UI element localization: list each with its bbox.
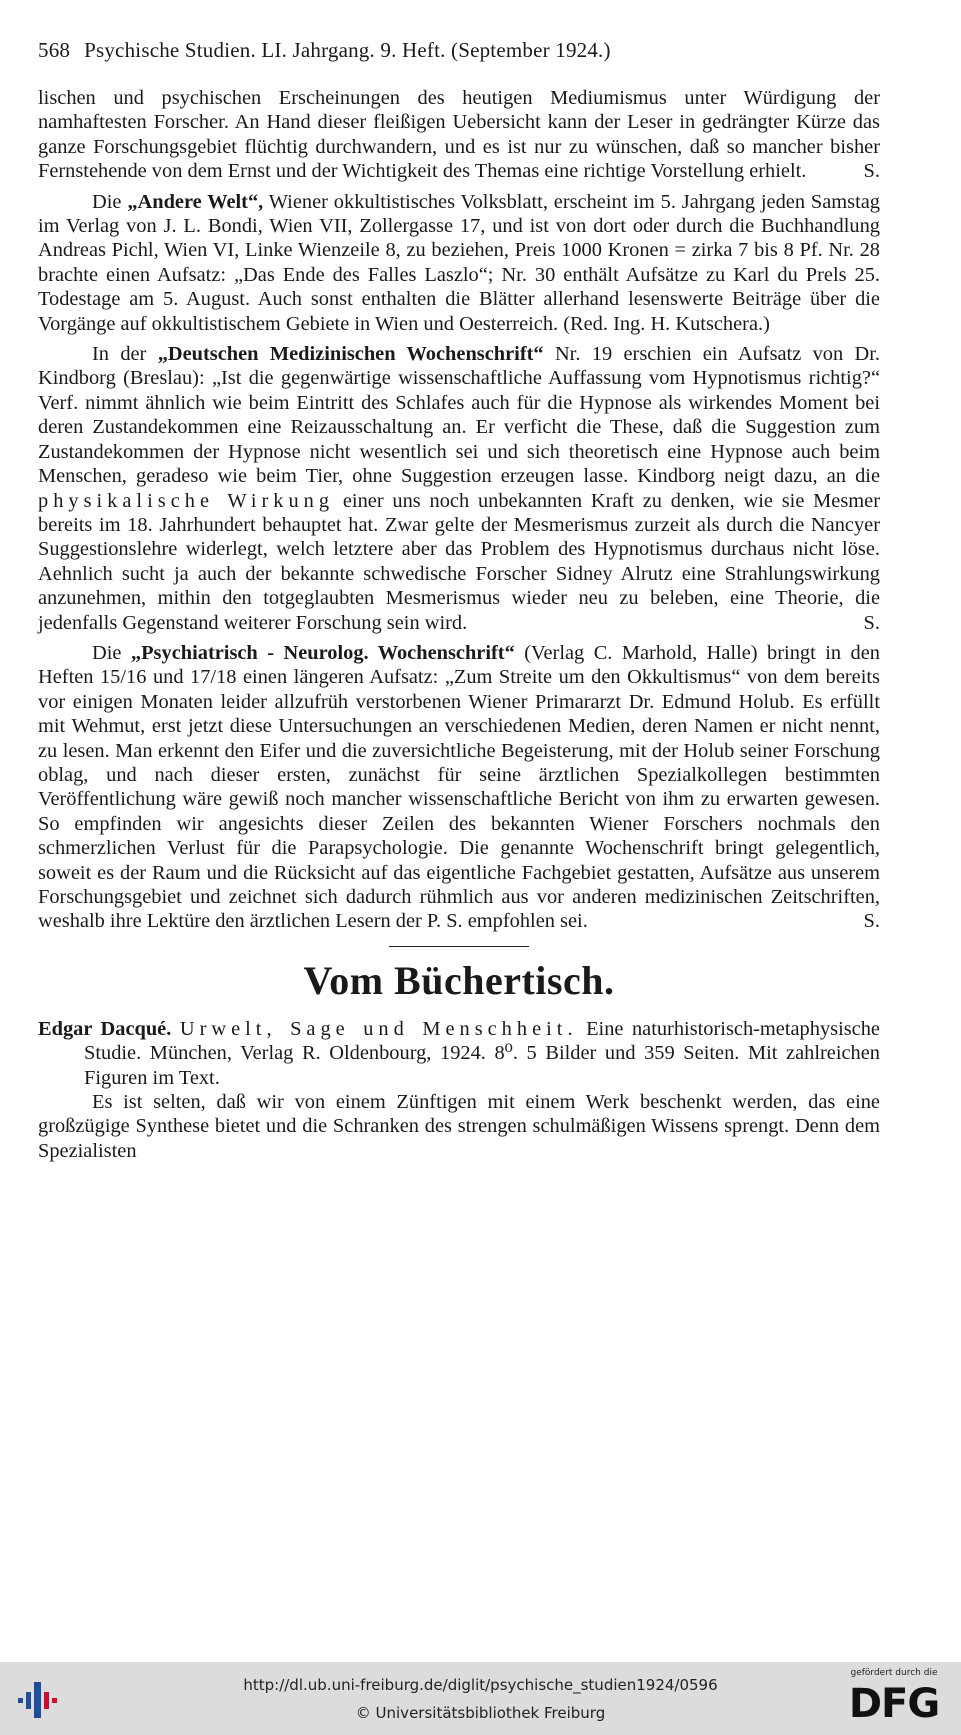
periodical-title: „Deutschen Medizinischen Wochenschrift“ [157,343,544,366]
periodical-title: „Andere Welt“, [127,190,264,213]
section-divider [389,946,529,947]
section-heading: Vom Büchertisch. [303,957,615,1003]
review-text: Es ist selten, daß wir von einem Zünftigen mit einem Werk beschenkt werden, das eine großzügige Synthese bietet und die Schranken des strengen schulmäßigen Wissens sprengt. Denn dem Spezialisten [38,1091,880,1162]
page-number: 568 [38,38,71,62]
paragraph-lead: In der [92,343,158,366]
book-author: Edgar Dacqué. [38,1017,172,1040]
paragraph-continuation [38,86,880,184]
paragraph-text: Wiener okkultistisches Volksblatt, erscheint im 5. Jahrgang jeden Samstag im Verlag von J. L. Bondi, Wien VII, Zollergasse 17, und ist von dort oder durch die Buchhandlung Andreas Pichl, Wien VI, Linke Wienzeile 8, zu beziehen, Preis 1000 Kronen = zirka 7 bis 8 Pf. Nr. 28 brachte einen Aufsatz: „Das Ende des Falles Laszlo“; Nr. 30 enthält Aufsätze zu Karl du Prels 25. Todestage am 5. August. Auch sonst enthalten die Blätter allerhand lesenswerte Beiträge über die Vorgänge auf okkultistischem Gebiete in Wien und Oesterreich. (Red. Ing. H. Kutschera.) [38,190,880,335]
sponsor-label: gefördert durch die [850,1668,938,1678]
document-url-link[interactable]: http://dl.ub.uni-freiburg.de/diglit/psychische_studien1924/0596 [243,1676,718,1694]
paragraph-andere-welt [38,190,880,336]
paragraph-text: Nr. 19 erschien ein Aufsatz von Dr. Kindborg (Breslau): „Ist die gegenwärtige wissenschaftliche Auffassung vom Hypnotismus richtig?“ Verf. nimmt ähnlich wie beim Eintritt des Schlafes auch für die Hypnose als wirkendes Moment bei deren Zustandekommen eine Reizausschaltung an. Er verficht die These, daß die Suggestion zum Zustandekommen der Hypnose nicht wesentlich sei und sich theoretisch eine Hypnose auch beim Menschen, geradeso wie beim Tier, ohne Suggestion erzeugen lasse. Kindborg neigt dazu, an die [38,343,881,488]
viewer-footer [0,1662,961,1735]
paragraph-text: lischen und psychischen Erscheinungen des heutigen Mediumismus unter Würdigung der namhaftesten Forscher. An Hand dieser fleißigen Uebersicht kann der Leser in gedrängter Kürze das ganze Forschungsgebiet flüchtig durchwandern, und es ist nur zu wünschen, daß so mancher bisher Fernstehende von dem Ernst und der Wichtigkeit des Themas eine richtige Vorstellung erhielt. [38,87,880,183]
review-paragraph [38,1090,880,1163]
running-header [38,38,878,63]
dfg-logo: DFG [848,1681,940,1727]
document-url[interactable] [0,1676,961,1694]
book-title: Urwelt, Sage und Menschheit. [179,1017,578,1040]
book-entry [38,1017,880,1090]
running-title: Psychische Studien. LI. Jahrgang. 9. Heft. (September 1924.) [84,38,611,62]
signature: S. [863,611,880,634]
book-details: Eine naturhistorisch-metaphysische Studie. München, Verlag R. Oldenbourg, 1924. 8⁰. 5 Bilder und 359 Seiten. Mit zahlreichen Figuren im Text. [84,1017,880,1089]
page-content [38,86,880,1163]
paragraph-lead: Die [92,190,128,213]
emphasized-phrase: physikalische Wirkung [38,489,335,512]
paragraph-text-continued: einer uns noch unbekannten Kraft zu denken, wie sie Mesmer bereits im 18. Jahrhundert behauptet hat. Zwar gelte der Mesmerismus zurzeit als durch die Nancyer Suggestionslehre widerlegt, welch letztere aber das Problem des Hypnotismus durchaus nicht löse. Aehnlich sucht ja auch der bekannte schwedische Forscher Sidney Alrutz eine Strahlungswirkung anzunehmen, mithin den totgeglaubten Mesmerismus wieder neu zu beleben, eine Theorie, die jedenfalls Gegenstand weiterer Forschung sein wird. [38,489,880,634]
copyright-notice: © Universitätsbibliothek Freiburg [355,1704,606,1722]
periodical-title: „Psychiatrisch - Neurolog. Wochenschrift“ [130,641,515,664]
paragraph-medizinische-wochenschrift [38,342,880,635]
paragraph-text: (Verlag C. Marhold, Halle) bringt in den Heften 15/16 und 17/18 einen längeren Aufsatz: „Zum Streite um den Okkultismus“ von dem bereits vor einigen Monaten leider allzufrüh verstorbenen Wiener Primararzt Dr. Edmund Holub. Es erfüllt mit Wehmut, erst jetzt diese Untersuchungen an verschiedenen Medien, deren Namen er nicht nennt, zu lesen. Man erkennt den Eifer und die zuversichtliche Begeisterung, mit der Holub seiner Forschung oblag, und nach dieser ersten, zunächst für seine ärztlichen Spezialkollegen bestimmten Veröffentlichung wäre gewiß noch mancher wissenschaftliche Bericht von ihm zu erwarten gewesen. So empfinden wir angesichts dieser Zeilen des bekannten Wiener Forschers nochmals den schmerzlichen Verlust für die Parapsychologie. Die genannte Wochenschrift bringt gelegentlich, soweit es der Raum und die Rücksicht auf das eigentliche Fachgebiet gestatten, Aufsätze aus unserem Forschungsgebiet und zeichnet sich dadurch rühmlich aus vor anderen medizinischen Zeitschriften, weshalb ihre Lektüre den ärztlichen Lesern der P. S. empfohlen sei. [38,641,880,933]
paragraph-lead: Die [92,641,131,664]
signature: S. [863,160,880,183]
paragraph-psychiatrisch-wochenschrift [38,641,880,934]
signature: S. [863,910,880,933]
